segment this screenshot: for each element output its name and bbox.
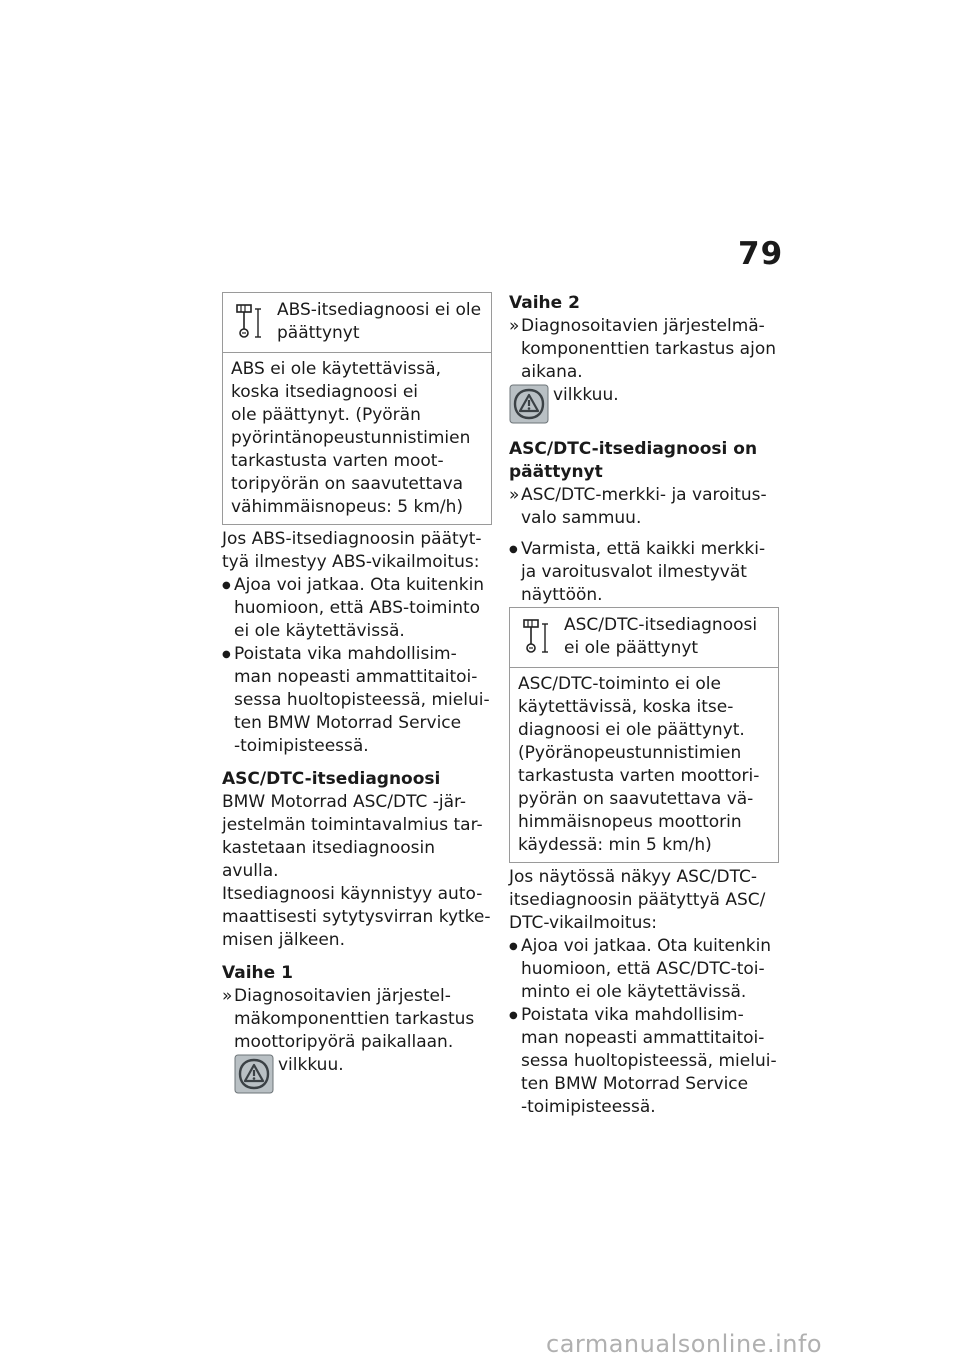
abs-fault-intro (222, 528, 492, 574)
asc-dtc-intro (222, 791, 492, 952)
text-line: ja varoitusvalot ilmestyvät (521, 562, 747, 582)
bullet-item (509, 935, 779, 1004)
text-line: maattisesti sytytysvirran kytke- (222, 907, 491, 927)
text-line: Jos ABS-itsediagnoosin päätyt- (222, 529, 482, 549)
text-line: ● Ajoa voi jatkaa. Ota kuitenkin (521, 936, 772, 956)
text-line: kastetaan itsediagnoosin avulla. (222, 838, 435, 881)
text-line: itsediagnoosin päätyttyä ASC/ (509, 890, 766, 910)
note-line: koska itsediagnoosi ei (231, 382, 419, 402)
lamp-status: vilkkuu. (278, 1055, 344, 1075)
note-line: pyörintänopeustunnistimien (231, 428, 471, 448)
text-line: ten BMW Motorrad Service (521, 1074, 749, 1094)
text-line: näyttöön. (521, 585, 603, 605)
abs-note-box (222, 292, 492, 525)
step-item (509, 315, 779, 384)
note-line: ASC/DTC-toiminto ei ole (518, 674, 721, 694)
note-line: diagnoosi ei ole päättynyt. (518, 720, 745, 740)
caution-gauge-icon (518, 614, 556, 656)
note-box-body (223, 353, 491, 524)
text-line: minto ei ole käytettävissä. (521, 982, 747, 1002)
bullet-item (222, 643, 492, 758)
bullet-item (222, 574, 492, 643)
text-line: ● Poistata vika mahdollisim- (234, 644, 457, 664)
text-line: DTC-vikailmoitus: (509, 913, 657, 933)
note-line: vähimmäisnopeus: 5 km/h) (231, 497, 464, 517)
text-line: -toimipisteessä. (521, 1097, 656, 1117)
text-line: misen jälkeen. (222, 930, 345, 950)
step-marker: » (222, 986, 233, 1006)
asc-dtc-warning-lamp-icon (509, 384, 549, 424)
note-line: toripyörän on saavutettava (231, 474, 464, 494)
step-marker: » (509, 485, 520, 505)
text-line: ● Varmista, että kaikki merkki- (521, 539, 766, 559)
text-line: tyä ilmestyy ABS-vikailmoitus: (222, 552, 480, 572)
text-line: ASC/DTC-merkki- ja varoitus- (521, 485, 767, 505)
heading-line: päättynyt (509, 462, 603, 482)
bullet-item (509, 538, 779, 607)
section-heading (509, 438, 779, 484)
step-marker: » (509, 316, 520, 336)
note-line: tarkastusta varten moottori- (518, 766, 760, 786)
watermark: carmanualsonline.info (546, 1330, 823, 1358)
note-line: (Pyöränopeustunnistimien (518, 743, 742, 763)
text-line: BMW Motorrad ASC/DTC -jär- (222, 792, 467, 812)
right-column (509, 292, 779, 1119)
text-line: ● Poistata vika mahdollisim- (521, 1005, 744, 1025)
asc-dtc-fault-intro (509, 866, 779, 935)
step-item (509, 484, 779, 530)
text-line: valo sammuu. (521, 508, 642, 528)
note-line: käytettävissä, koska itse- (518, 697, 734, 717)
text-line: jestelmän toimintavalmius tar- (222, 815, 483, 835)
note-line: pyörän on saavutettava vä- (518, 789, 754, 809)
lamp-row (509, 384, 779, 424)
step-item (222, 985, 492, 1094)
text-line: moottoripyörä paikallaan. (234, 1032, 454, 1052)
text-line: mäkomponenttien tarkastus (234, 1009, 475, 1029)
note-line: ABS ei ole käytettävissä, (231, 359, 441, 379)
step-heading: Vaihe 2 (509, 293, 580, 313)
asc-dtc-warning-lamp-icon (234, 1054, 274, 1094)
lamp-row (234, 1054, 492, 1094)
note-line: tarkastusta varten moot- (231, 451, 444, 471)
text-line: aikana. (521, 362, 583, 382)
text-line: huomioon, että ABS-toiminto (234, 598, 481, 618)
note-box-header (510, 608, 778, 668)
lamp-status: vilkkuu. (553, 385, 619, 405)
bullet-item (509, 1004, 779, 1119)
text-line: Itsediagnoosi käynnistyy auto- (222, 884, 483, 904)
text-line: Jos näytössä näkyy ASC/DTC- (509, 867, 757, 887)
text-line: sessa huoltopisteessä, mielui- (234, 690, 490, 710)
note-line: käydessä: min 5 km/h) (518, 835, 712, 855)
note-line: himmäisnopeus moottorin (518, 812, 742, 832)
caution-gauge-icon (231, 299, 269, 341)
text-line: man nopeasti ammattitaitoi- (521, 1028, 765, 1048)
text-line: ei ole käytettävissä. (234, 621, 405, 641)
text-line: man nopeasti ammattitaitoi- (234, 667, 478, 687)
heading-line: ASC/DTC-itsediagnoosi on (509, 439, 758, 459)
text-line: ● Ajoa voi jatkaa. Ota kuitenkin (234, 575, 485, 595)
note-line: ole päättynyt. (Pyörän (231, 405, 421, 425)
note-box-title: ASC/DTC-itsediagnoosi ei ole päättynyt (564, 615, 758, 658)
text-line: sessa huoltopisteessä, mielui- (521, 1051, 777, 1071)
text-line: -toimipisteessä. (234, 736, 369, 756)
text-line: Diagnosoitavien järjestelmä- (521, 316, 765, 336)
text-line: huomioon, että ASC/DTC-toi- (521, 959, 765, 979)
asc-dtc-note-box (509, 607, 779, 863)
section-heading: ASC/DTC-itsediagnoosi (222, 769, 441, 789)
note-box-header (223, 293, 491, 353)
page-number: 79 (738, 236, 784, 272)
note-box-title: ABS-itsediagnoosi ei ole päättynyt (277, 300, 482, 343)
step-heading: Vaihe 1 (222, 963, 293, 983)
left-column (222, 292, 492, 1094)
text-line: ten BMW Motorrad Service (234, 713, 462, 733)
note-box-body (510, 668, 778, 862)
text-line: Diagnosoitavien järjestel- (234, 986, 451, 1006)
text-line: komponenttien tarkastus ajon (521, 339, 776, 359)
